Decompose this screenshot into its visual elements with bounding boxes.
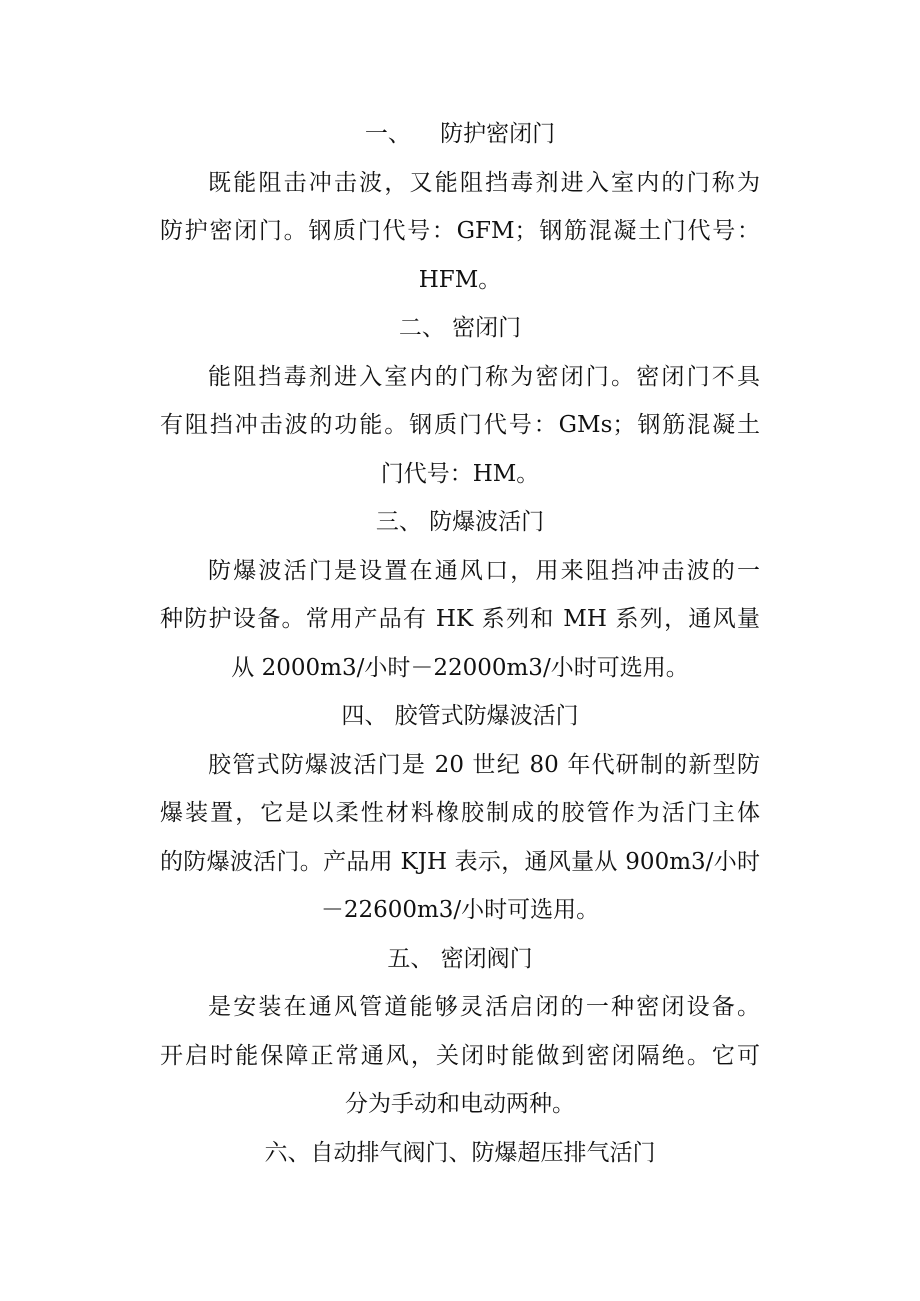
section-heading-5: 五、 密闭阀门: [387, 945, 533, 972]
paragraph-line: 爆装置，它是以柔性材料橡胶制成的胶管作为活门主体: [160, 800, 760, 826]
paragraph-line: 分为手动和电动两种。: [345, 1091, 575, 1117]
section-heading-3: 三、 防爆波活门: [375, 509, 545, 535]
paragraph-line: 是安装在通风管道能够灵活启闭的一种密闭设备。: [208, 994, 760, 1020]
paragraph-line: －22600m3/小时可选用。: [320, 897, 600, 923]
paragraph-line: 开启时能保障正常通风，关闭时能做到密闭隔绝。它可: [160, 1042, 760, 1069]
section-paragraph-5: [160, 983, 760, 1129]
section-heading-6: 六、自动排气阀门、防爆超压排气活门: [264, 1139, 656, 1166]
paragraph-line: 胶管式防爆波活门是 20 世纪 80 年代研制的新型防: [208, 751, 760, 778]
paragraph-line: 能阻挡毒剂进入室内的门称为密闭门。密闭门不具: [208, 363, 760, 390]
paragraph-line: 的防爆波活门。产品用 KJH 表示，通风量从 900m3/小时: [160, 848, 760, 875]
paragraph-line: 门代号：HM。: [380, 460, 540, 487]
section-paragraph-1: [160, 159, 760, 305]
paragraph-line: 防护密闭门。钢质门代号：GFM；钢筋混凝土门代号：: [160, 218, 760, 244]
document-body: [160, 110, 760, 1177]
section-heading-2: 二、 密闭门: [398, 315, 522, 341]
section-paragraph-2: [160, 353, 760, 499]
paragraph-line: 种防护设备。常用产品有 HK 系列和 MH 系列，通风量: [160, 606, 760, 632]
paragraph-line: 从 2000m3/小时－22000m3/小时可选用。: [231, 654, 689, 681]
section-paragraph-4: [160, 741, 760, 935]
section-paragraph-3: [160, 547, 760, 693]
paragraph-line: 既能阻击冲击波，又能阻挡毒剂进入室内的门称为: [208, 169, 760, 196]
paragraph-line: HFM。: [418, 266, 502, 293]
section-heading-1: 一、 防护密闭门: [364, 121, 556, 147]
paragraph-line: 防爆波活门是设置在通风口，用来阻挡冲击波的一: [208, 557, 760, 584]
paragraph-line: 有阻挡冲击波的功能。钢质门代号：GMs；钢筋混凝土: [160, 412, 760, 438]
section-heading-4: 四、 胶管式防爆波活门: [341, 703, 579, 729]
